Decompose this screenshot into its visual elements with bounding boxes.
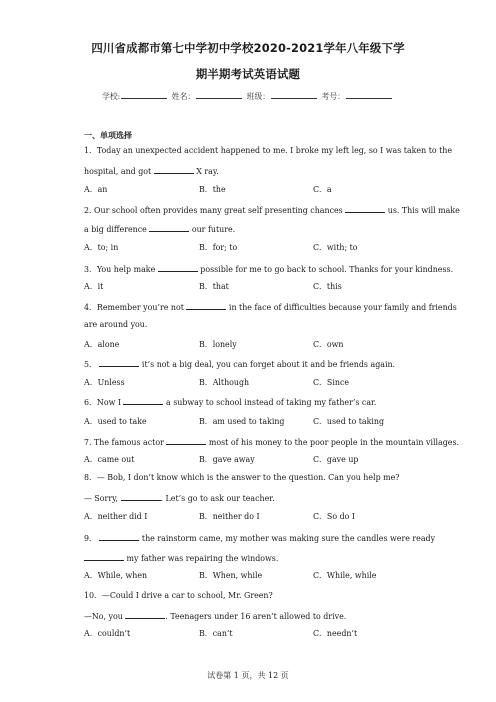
question-3-option-b: B．that (199, 282, 229, 291)
question-1-line-1 (84, 146, 453, 156)
question-9-line-2 (84, 552, 424, 564)
question-5-option-b: B．Although (199, 378, 250, 387)
question-4-line-2 (84, 320, 424, 330)
question-8-option-b: B．neither do I (199, 512, 260, 521)
question-text: — Sorry, (84, 494, 121, 503)
question-text: a big difference (84, 225, 150, 234)
school-blank (121, 90, 167, 99)
question-text: 5． (84, 360, 100, 369)
question-9-option-a: A．While, when (84, 571, 148, 580)
question-text: —No, you (84, 612, 126, 621)
question-text: my father was repairing the windows. (124, 554, 279, 563)
class-label: 班级： (246, 92, 271, 101)
question-8-option-c: C．So do I (313, 512, 356, 521)
answer-blank (121, 492, 161, 501)
question-10-option-c: C．needn’t (313, 629, 358, 638)
student-info-row (0, 90, 496, 102)
question-4-option-a: A．alone (84, 340, 120, 349)
question-5-line-1 (84, 358, 424, 370)
question-text: 3．You help make (84, 265, 158, 274)
question-10-option-b: B．can’t (199, 629, 233, 638)
page-title: 四川省成都市第七中学初中学校2020-2021学年八年级下学 (91, 41, 405, 55)
question-text: 6．Now I (84, 398, 124, 407)
question-3-option-c: C．this (313, 282, 342, 291)
question-text: hospital, and got (84, 167, 154, 176)
page-footer: 试卷第 1 页，共 12 页 (207, 671, 289, 680)
question-1-line-2 (84, 165, 424, 177)
question-text: 10．—Could I drive a car to school, Mr. Green? (84, 591, 273, 600)
question-6-option-a: A．used to take (84, 417, 147, 426)
question-3-line-1 (84, 263, 454, 275)
answer-blank (99, 358, 139, 367)
question-text: us. This will make (385, 206, 460, 215)
school-label: 学校: (102, 92, 121, 101)
answer-blank (158, 263, 198, 272)
name-blank (196, 90, 242, 99)
question-10-line-2 (84, 610, 424, 622)
answer-blank (186, 301, 226, 310)
question-text: our future. (189, 225, 236, 234)
question-7-line-1 (84, 436, 460, 448)
answer-blank (149, 223, 189, 232)
question-4-line-1 (84, 301, 457, 313)
answer-blank (154, 165, 194, 174)
question-4-option-c: C．own (313, 340, 344, 349)
question-7-option-b: B．gave away (199, 455, 255, 464)
question-text: in the face of difficulties because your family and friends (226, 303, 457, 312)
question-7-option-c: C．gave up (313, 455, 359, 464)
question-4-option-b: B．lonely (199, 340, 237, 349)
answer-blank (99, 532, 139, 541)
question-text: a subway to school instead of taking my father’s car. (163, 398, 377, 407)
question-1-option-a: A．an (84, 185, 108, 194)
question-text: are around you. (84, 320, 148, 329)
question-2-line-1 (84, 204, 460, 216)
question-text: 2. Our school often provides many great self presenting chances (84, 206, 346, 215)
question-text: 7. The famous actor (84, 438, 167, 447)
section-heading: 一、单项选择 (84, 131, 132, 140)
question-2-option-a: A．to; in (84, 243, 119, 252)
question-7-option-a: A．came out (84, 455, 135, 464)
question-text: the rainstorm came, my mother was making sure the candles were ready (139, 534, 436, 543)
class-blank (271, 90, 317, 99)
question-9-option-b: B．When, while (199, 571, 263, 580)
question-2-option-c: C．with; to (313, 243, 358, 252)
question-text: possible for me to go back to school. Thanks for your kindness. (197, 265, 454, 274)
question-6-option-b: B．am used to taking (199, 417, 285, 426)
exam-number-blank (346, 90, 392, 99)
question-10-line-1 (84, 591, 424, 601)
question-10-option-a: A．couldn’t (84, 629, 131, 638)
answer-blank (125, 610, 165, 619)
question-8-option-a: A．neither did I (84, 512, 148, 521)
question-6-option-c: C．used to taking (313, 417, 385, 426)
question-1-option-b: B．the (199, 185, 226, 194)
question-text: 9． (84, 534, 100, 543)
question-text: . Teenagers under 16 aren’t allowed to drive. (165, 612, 347, 621)
answer-blank (166, 436, 206, 445)
question-text: 1．Today an unexpected accident happened to me. I broke my left leg, so I was taken to the (84, 146, 453, 155)
exam-number-label: 考号： (321, 92, 345, 101)
question-5-option-a: A．Unless (84, 378, 125, 387)
question-8-line-2 (84, 492, 424, 504)
question-8-line-1 (84, 473, 424, 483)
question-text: it’s not a big deal, you can forget about it and be friends again. (139, 360, 396, 369)
answer-blank (123, 396, 163, 405)
page-title-line2: 期半期考试英语试题 (195, 67, 301, 81)
question-3-option-a: A．it (84, 282, 104, 291)
question-1-option-c: C．a (313, 185, 332, 194)
question-text: . Let’s go to ask our teacher. (160, 494, 275, 503)
question-9-line-1 (84, 532, 436, 544)
answer-blank (84, 552, 124, 561)
question-text: 8．— Bob, I don’t know which is the answer to the question. Can you help me? (84, 473, 400, 482)
question-6-line-1 (84, 396, 424, 408)
question-text: most of his money to the poor people in the mountain villages. (206, 438, 460, 447)
question-2-line-2 (84, 223, 424, 235)
question-text: X ray. (193, 167, 219, 176)
name-label: 姓名： (171, 92, 196, 101)
question-9-option-c: C．While, while (313, 571, 377, 580)
question-text: 4．Remember you’re not (84, 303, 187, 312)
question-2-option-b: B．for; to (199, 243, 238, 252)
question-5-option-c: C．Since (313, 378, 350, 387)
answer-blank (345, 204, 385, 213)
